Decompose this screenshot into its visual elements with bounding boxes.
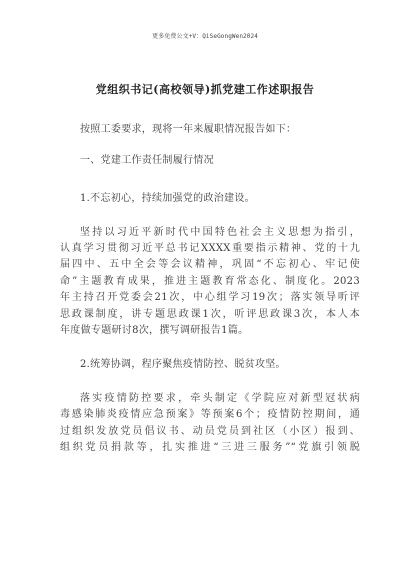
paragraph-line: 落实疫情防控要求，牵头制定《学院应对新型冠状病 <box>80 393 360 404</box>
paragraph-line: 年度做专题研讨8次，撰写调研报告1篇。 <box>60 325 249 336</box>
paragraph-line: 毒感染肺炎疫情应急预案》等预案6个；疫情防控期间，通 <box>60 409 360 420</box>
paragraph-line: 过组织发放党员倡议书、动员党员到社区（小区）报到、 <box>60 426 360 437</box>
subsection-heading: 1.不忘初心，持续加强党的政治建设。 <box>80 193 255 204</box>
subsection-heading: 2.统筹协调，程序聚焦疫情防控、脱贫攻坚。 <box>80 359 286 370</box>
paragraph-line: 认真学习贯彻习近平总书记XXXX重要指示精神、党的十九 <box>60 243 360 254</box>
paragraph-line: 届四中、五中全会等会议精神，巩固“不忘初心、牢记使 <box>60 259 360 270</box>
section-heading: 一、党建工作责任制履行情况 <box>80 155 214 166</box>
paragraph-line: 坚持以习近平新时代中国特色社会主义思想为指引， <box>80 227 360 238</box>
intro-paragraph: 按照工委要求，现将一年来履职情况报告如下： <box>80 124 297 135</box>
paragraph-line: 年主持召开党委会21次，中心组学习19次；落实领导听评 <box>60 292 360 303</box>
paragraph-line: 命”主题教育成果，推进主题教育常态化、制度化。2023 <box>60 276 360 287</box>
document-title: 党组织书记(高校领导)抓党建工作述职报告 <box>95 83 315 96</box>
header-note: 更多免费公文+V：QiSeGongWen2024 <box>152 33 258 40</box>
paragraph-line: 组织党员捐款等，扎实推进“三进三服务”“党旗引领脱 <box>60 442 360 453</box>
paragraph-line: 思政课制度，讲专题思政课1次，听评思政课3次，本人本 <box>60 309 360 320</box>
